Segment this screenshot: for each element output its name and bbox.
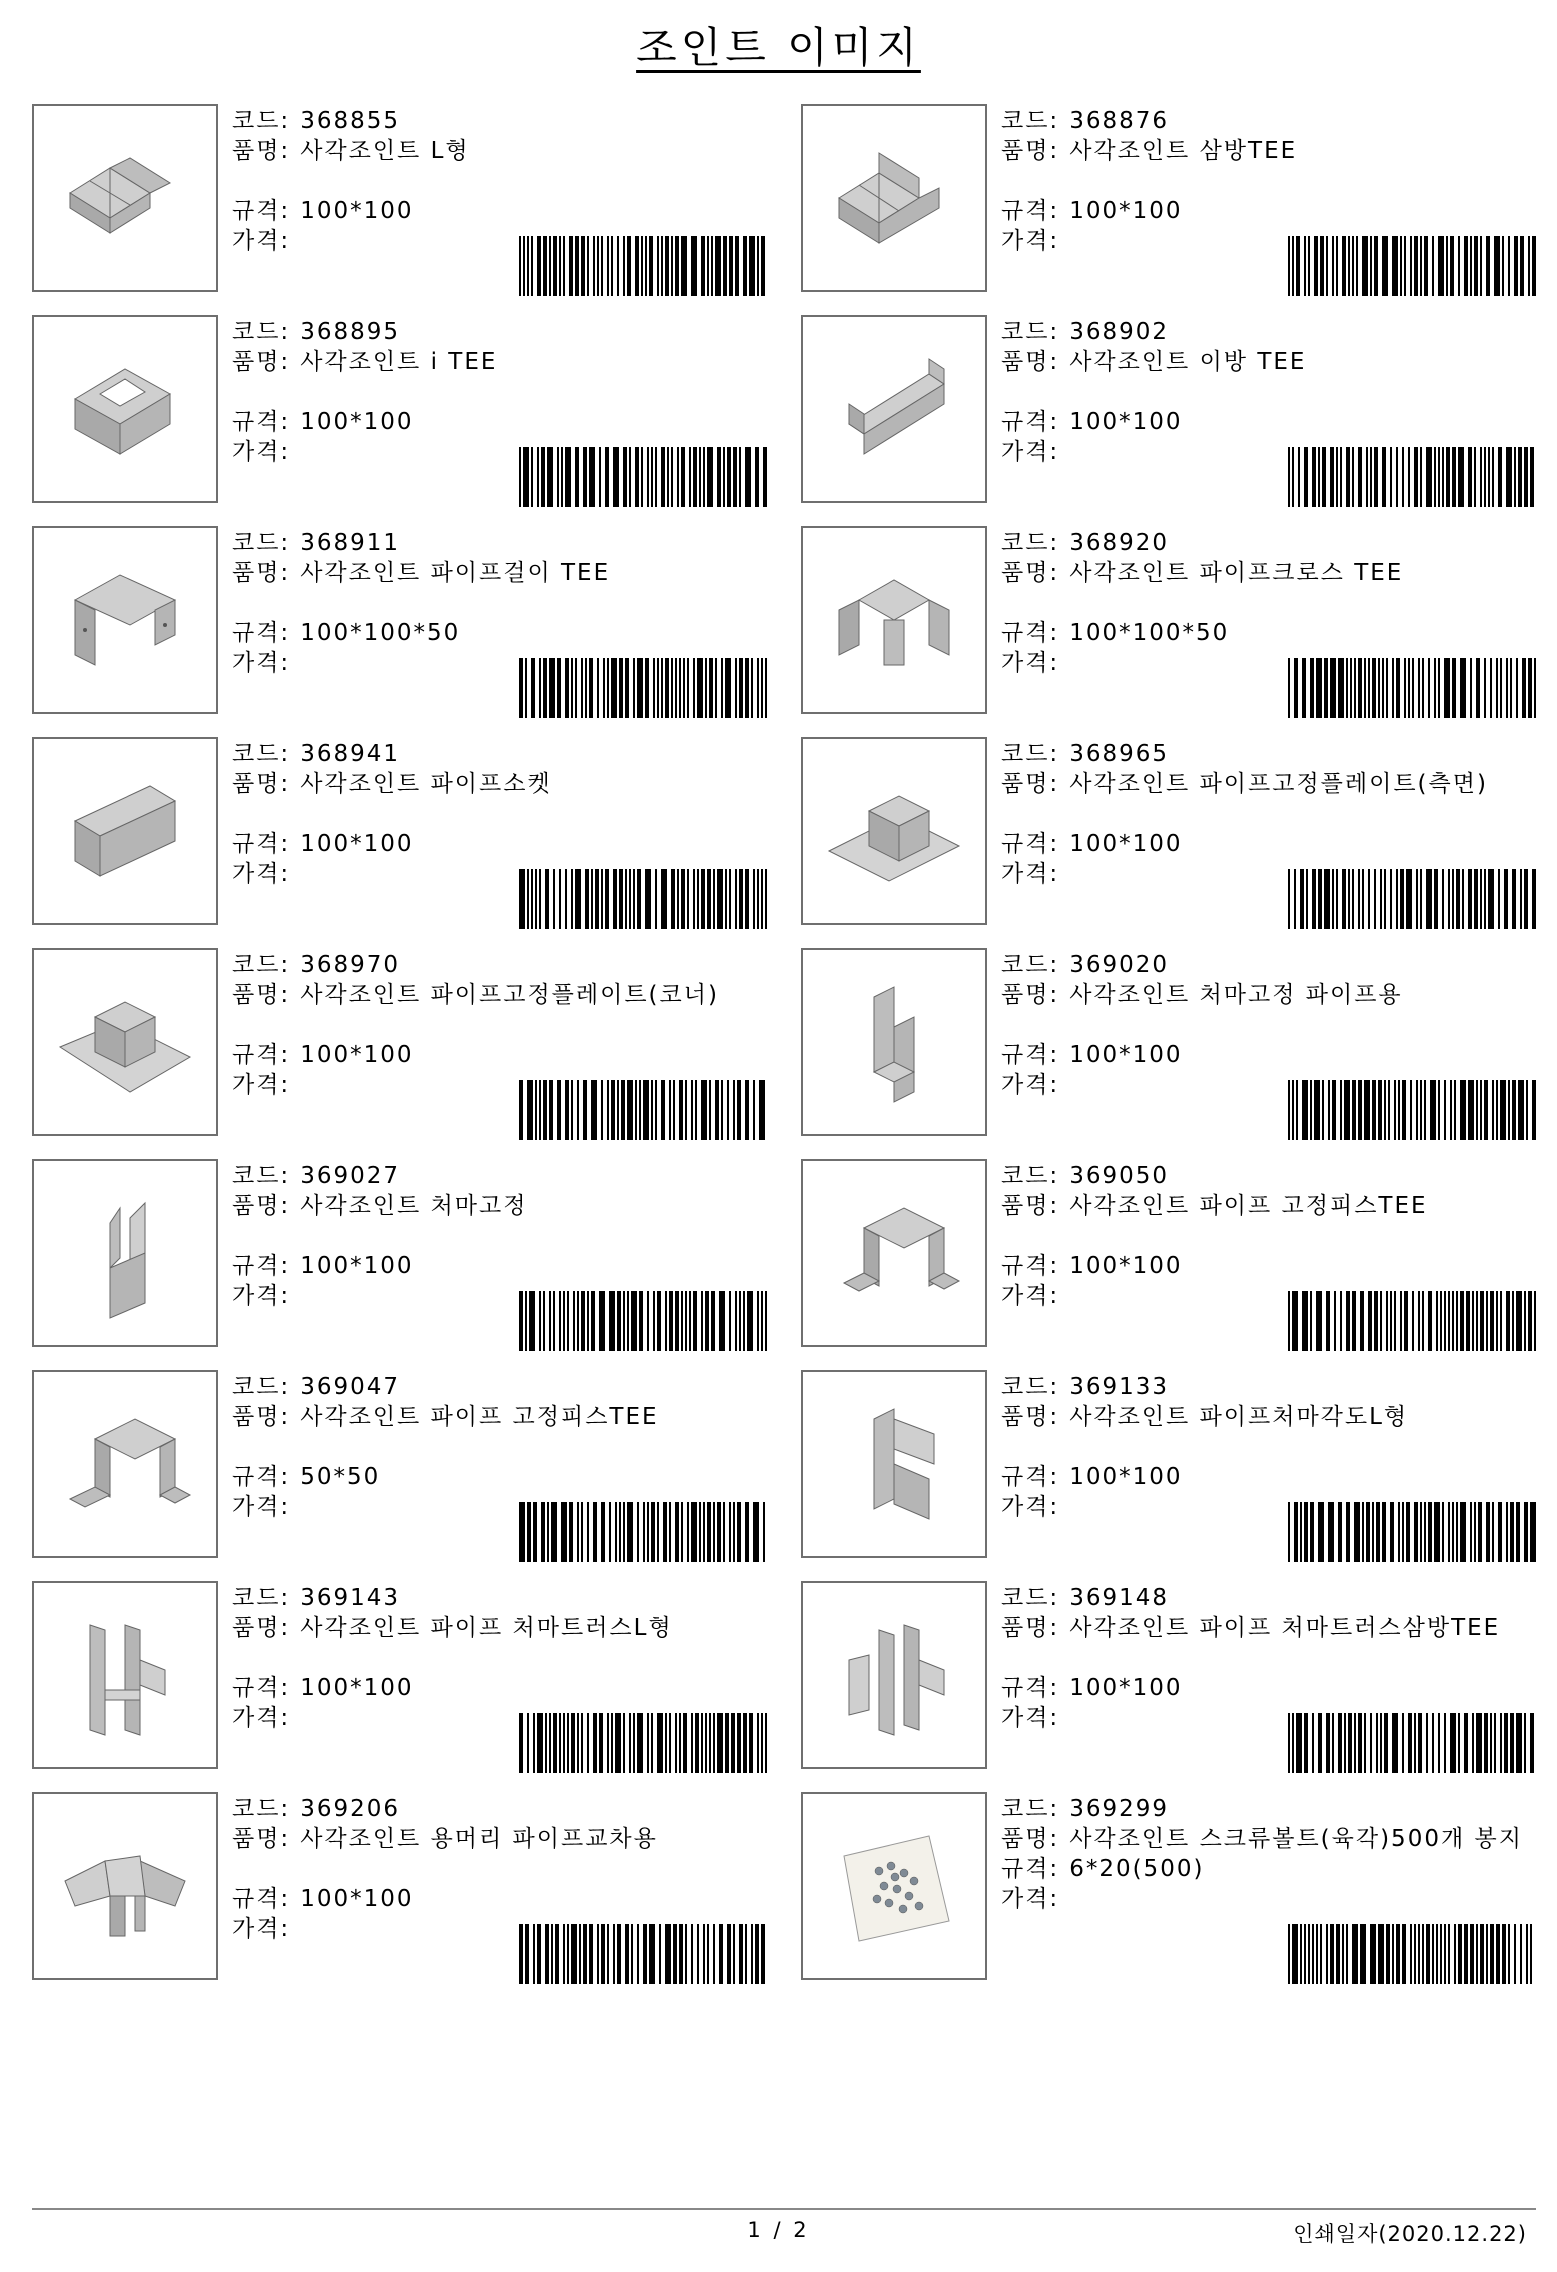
code-value: 369299 bbox=[1069, 1796, 1169, 1822]
joint-u-bracket-small-icon bbox=[50, 1389, 200, 1539]
price-label: 가격: bbox=[1001, 1494, 1060, 1520]
product-card bbox=[32, 1581, 769, 1773]
name-label: 품명: bbox=[232, 1404, 291, 1430]
name-value: 사각조인트 파이프소켓 bbox=[300, 771, 552, 797]
barcode-space bbox=[1532, 1924, 1536, 1984]
price-label: 가격: bbox=[232, 1494, 291, 1520]
joint-pipe-hanger-tee-icon bbox=[50, 545, 200, 695]
barcode bbox=[519, 869, 767, 929]
barcode bbox=[1288, 236, 1536, 296]
spec-label: 규격: bbox=[1001, 1856, 1060, 1882]
barcode bbox=[519, 1291, 767, 1351]
code-label: 코드: bbox=[1001, 1374, 1060, 1400]
product-card bbox=[801, 1159, 1538, 1351]
spec-value: 100*100 bbox=[1069, 1675, 1183, 1701]
barcode-bar bbox=[765, 869, 767, 929]
product-image bbox=[32, 315, 218, 503]
name-value: 사각조인트 삼방TEE bbox=[1069, 138, 1298, 164]
code-label: 코드: bbox=[232, 1796, 291, 1822]
barcode-space bbox=[765, 1502, 767, 1562]
code-label: 코드: bbox=[232, 1585, 291, 1611]
product-image bbox=[32, 948, 218, 1136]
code-value: 369133 bbox=[1069, 1374, 1169, 1400]
barcode-bar bbox=[1534, 1291, 1536, 1351]
spec-value: 100*100 bbox=[300, 409, 414, 435]
product-image bbox=[32, 1370, 218, 1558]
product-image bbox=[32, 1159, 218, 1347]
price-label: 가격: bbox=[232, 650, 291, 676]
price-label: 가격: bbox=[232, 228, 291, 254]
barcode bbox=[519, 1713, 767, 1773]
price-label: 가격: bbox=[1001, 228, 1060, 254]
spec-label: 규격: bbox=[1001, 198, 1060, 224]
product-card bbox=[32, 1370, 769, 1562]
barcode bbox=[519, 1080, 767, 1140]
product-image bbox=[32, 526, 218, 714]
code-value: 369206 bbox=[300, 1796, 400, 1822]
name-label: 품명: bbox=[1001, 1615, 1060, 1641]
name-label: 품명: bbox=[1001, 1193, 1060, 1219]
code-label: 코드: bbox=[1001, 1796, 1060, 1822]
barcode bbox=[519, 658, 767, 718]
name-value: 사각조인트 파이프크로스 TEE bbox=[1069, 560, 1404, 586]
spec-label: 규격: bbox=[232, 620, 291, 646]
spec-value: 100*100 bbox=[300, 198, 414, 224]
name-value: 사각조인트 스크류볼트(육각)500개 봉지 bbox=[1069, 1826, 1523, 1852]
product-grid bbox=[32, 104, 1538, 1984]
product-card bbox=[32, 526, 769, 718]
code-value: 369027 bbox=[300, 1163, 400, 1189]
price-label: 가격: bbox=[1001, 1705, 1060, 1731]
barcode bbox=[519, 1502, 767, 1562]
code-label: 코드: bbox=[1001, 952, 1060, 978]
barcode bbox=[519, 236, 767, 296]
spec-label: 규격: bbox=[232, 1675, 291, 1701]
code-value: 369148 bbox=[1069, 1585, 1169, 1611]
product-image bbox=[801, 737, 987, 925]
product-image bbox=[32, 737, 218, 925]
product-image bbox=[801, 1159, 987, 1347]
barcode bbox=[1288, 1713, 1536, 1773]
barcode bbox=[1288, 1502, 1536, 1562]
name-value: 사각조인트 파이프 고정피스TEE bbox=[300, 1404, 659, 1430]
price-label: 가격: bbox=[232, 1705, 291, 1731]
name-value: 사각조인트 i TEE bbox=[300, 349, 498, 375]
name-label: 품명: bbox=[1001, 1826, 1060, 1852]
product-card bbox=[32, 948, 769, 1140]
spec-value: 50*50 bbox=[300, 1464, 381, 1490]
barcode bbox=[519, 1924, 767, 1984]
spec-value: 100*100 bbox=[1069, 1464, 1183, 1490]
name-label: 품명: bbox=[1001, 1404, 1060, 1430]
joint-truss-l-icon bbox=[50, 1600, 200, 1750]
code-label: 코드: bbox=[1001, 319, 1060, 345]
name-label: 품명: bbox=[1001, 560, 1060, 586]
product-card bbox=[801, 104, 1538, 296]
code-label: 코드: bbox=[232, 1374, 291, 1400]
spec-label: 규격: bbox=[1001, 409, 1060, 435]
joint-three-way-tee-icon bbox=[819, 123, 969, 273]
product-card bbox=[801, 526, 1538, 718]
barcode-bar bbox=[1534, 658, 1536, 718]
name-label: 품명: bbox=[232, 349, 291, 375]
spec-value: 100*100 bbox=[1069, 831, 1183, 857]
spec-value: 6*20(500) bbox=[1069, 1856, 1205, 1882]
barcode bbox=[1288, 1080, 1536, 1140]
barcode bbox=[519, 447, 767, 507]
spec-label: 규격: bbox=[1001, 1253, 1060, 1279]
spec-label: 규격: bbox=[1001, 1464, 1060, 1490]
barcode-space bbox=[765, 1080, 767, 1140]
joint-ridge-cross-icon bbox=[50, 1811, 200, 1961]
code-label: 코드: bbox=[232, 952, 291, 978]
barcode-bar bbox=[1532, 1080, 1536, 1140]
code-value: 368970 bbox=[300, 952, 400, 978]
price-label: 가격: bbox=[232, 1072, 291, 1098]
product-image bbox=[801, 104, 987, 292]
name-label: 품명: bbox=[1001, 349, 1060, 375]
name-label: 품명: bbox=[232, 1193, 291, 1219]
name-label: 품명: bbox=[232, 560, 291, 586]
barcode bbox=[1288, 1924, 1536, 1984]
code-label: 코드: bbox=[1001, 1163, 1060, 1189]
price-label: 가격: bbox=[1001, 861, 1060, 887]
spec-value: 100*100 bbox=[300, 1253, 414, 1279]
code-label: 코드: bbox=[1001, 530, 1060, 556]
barcode-space bbox=[765, 236, 767, 296]
product-image bbox=[801, 526, 987, 714]
product-image bbox=[801, 1792, 987, 1980]
barcode-bar bbox=[765, 1291, 767, 1351]
spec-label: 규격: bbox=[1001, 1675, 1060, 1701]
barcode-bar bbox=[1530, 1502, 1536, 1562]
joint-base-plate-side-icon bbox=[819, 756, 969, 906]
code-label: 코드: bbox=[232, 741, 291, 767]
page-number: 1 / 2 bbox=[747, 2218, 810, 2242]
joint-two-way-tee-icon bbox=[819, 334, 969, 484]
joint-u-bracket-icon bbox=[819, 1178, 969, 1328]
code-value: 368911 bbox=[300, 530, 400, 556]
product-card bbox=[801, 1792, 1538, 1984]
code-value: 368920 bbox=[1069, 530, 1169, 556]
price-label: 가격: bbox=[1001, 1283, 1060, 1309]
barcode-bar bbox=[1532, 869, 1536, 929]
name-label: 품명: bbox=[232, 1615, 291, 1641]
name-value: 사각조인트 파이프 고정피스TEE bbox=[1069, 1193, 1428, 1219]
barcode bbox=[1288, 869, 1536, 929]
price-label: 가격: bbox=[1001, 1072, 1060, 1098]
barcode-bar bbox=[765, 658, 767, 718]
spec-label: 규격: bbox=[232, 1464, 291, 1490]
name-value: 사각조인트 처마고정 bbox=[300, 1193, 528, 1219]
name-label: 품명: bbox=[232, 982, 291, 1008]
spec-label: 규격: bbox=[232, 409, 291, 435]
joint-l-shape-icon bbox=[50, 123, 200, 273]
spec-value: 100*100*50 bbox=[1069, 620, 1230, 646]
spec-value: 100*100 bbox=[1069, 1253, 1183, 1279]
name-value: 사각조인트 L형 bbox=[300, 138, 470, 164]
joint-eave-icon bbox=[50, 1178, 200, 1328]
screw-bolt-bag-icon bbox=[819, 1811, 969, 1961]
code-label: 코드: bbox=[232, 108, 291, 134]
product-card bbox=[801, 948, 1538, 1140]
name-value: 사각조인트 파이프고정플레이트(코너) bbox=[300, 982, 719, 1008]
joint-eave-pipe-icon bbox=[819, 967, 969, 1117]
spec-label: 규격: bbox=[232, 831, 291, 857]
name-label: 품명: bbox=[1001, 982, 1060, 1008]
price-label: 가격: bbox=[232, 861, 291, 887]
price-label: 가격: bbox=[232, 1283, 291, 1309]
product-image bbox=[32, 1792, 218, 1980]
spec-value: 100*100*50 bbox=[300, 620, 461, 646]
barcode bbox=[1288, 658, 1536, 718]
code-label: 코드: bbox=[232, 319, 291, 345]
product-card bbox=[32, 737, 769, 929]
code-value: 368941 bbox=[300, 741, 400, 767]
name-label: 품명: bbox=[232, 1826, 291, 1852]
spec-value: 100*100 bbox=[300, 1675, 414, 1701]
price-label: 가격: bbox=[232, 1916, 291, 1942]
name-value: 사각조인트 이방 TEE bbox=[1069, 349, 1307, 375]
spec-value: 100*100 bbox=[1069, 409, 1183, 435]
spec-label: 규격: bbox=[232, 198, 291, 224]
barcode-bar bbox=[1532, 236, 1536, 296]
code-label: 코드: bbox=[232, 1163, 291, 1189]
spec-value: 100*100 bbox=[1069, 198, 1183, 224]
code-value: 368902 bbox=[1069, 319, 1169, 345]
name-value: 사각조인트 파이프 처마트러스L형 bbox=[300, 1615, 673, 1641]
name-label: 품명: bbox=[232, 138, 291, 164]
page-title-text: 조인트 이미지 bbox=[636, 23, 921, 72]
name-label: 품명: bbox=[1001, 138, 1060, 164]
code-value: 369047 bbox=[300, 1374, 400, 1400]
product-card bbox=[801, 1370, 1538, 1562]
name-value: 사각조인트 처마고정 파이프용 bbox=[1069, 982, 1403, 1008]
code-label: 코드: bbox=[1001, 741, 1060, 767]
name-value: 사각조인트 용머리 파이프교차용 bbox=[300, 1826, 658, 1852]
spec-value: 100*100 bbox=[300, 831, 414, 857]
code-value: 368855 bbox=[300, 108, 400, 134]
barcode-space bbox=[765, 1924, 767, 1984]
name-label: 품명: bbox=[232, 771, 291, 797]
joint-i-tee-icon bbox=[50, 334, 200, 484]
price-label: 가격: bbox=[1001, 1886, 1060, 1912]
price-label: 가격: bbox=[1001, 439, 1060, 465]
price-label: 가격: bbox=[232, 439, 291, 465]
footer-divider bbox=[32, 2208, 1536, 2210]
product-card bbox=[801, 1581, 1538, 1773]
product-card bbox=[32, 1159, 769, 1351]
product-card bbox=[801, 315, 1538, 507]
spec-value: 100*100 bbox=[1069, 1042, 1183, 1068]
product-image bbox=[32, 104, 218, 292]
code-value: 369020 bbox=[1069, 952, 1169, 978]
joint-truss-three-way-icon bbox=[819, 1600, 969, 1750]
barcode bbox=[1288, 1291, 1536, 1351]
spec-label: 규격: bbox=[1001, 831, 1060, 857]
barcode-bar bbox=[763, 447, 767, 507]
barcode-space bbox=[1534, 447, 1536, 507]
joint-base-plate-corner-icon bbox=[50, 967, 200, 1117]
spec-label: 규격: bbox=[1001, 620, 1060, 646]
name-value: 사각조인트 파이프걸이 TEE bbox=[300, 560, 611, 586]
barcode-space bbox=[1534, 1713, 1536, 1773]
code-value: 368876 bbox=[1069, 108, 1169, 134]
code-label: 코드: bbox=[232, 530, 291, 556]
product-card bbox=[32, 1792, 769, 1984]
spec-label: 규격: bbox=[1001, 1042, 1060, 1068]
joint-eave-angle-l-icon bbox=[819, 1389, 969, 1539]
product-image bbox=[801, 315, 987, 503]
joint-pipe-cross-tee-icon bbox=[819, 545, 969, 695]
product-card bbox=[32, 104, 769, 296]
print-date: 인쇄일자(2020.12.22) bbox=[1293, 2222, 1527, 2246]
product-card bbox=[801, 737, 1538, 929]
barcode bbox=[1288, 447, 1536, 507]
barcode-bar bbox=[765, 1713, 767, 1773]
name-value: 사각조인트 파이프고정플레이트(측면) bbox=[1069, 771, 1488, 797]
joint-pipe-socket-icon bbox=[50, 756, 200, 906]
spec-label: 규격: bbox=[232, 1886, 291, 1912]
code-value: 368965 bbox=[1069, 741, 1169, 767]
code-label: 코드: bbox=[1001, 108, 1060, 134]
code-value: 369050 bbox=[1069, 1163, 1169, 1189]
spec-value: 100*100 bbox=[300, 1042, 414, 1068]
page-title bbox=[0, 18, 1557, 78]
spec-label: 규격: bbox=[232, 1042, 291, 1068]
name-value: 사각조인트 파이프처마각도L형 bbox=[1069, 1404, 1409, 1430]
code-label: 코드: bbox=[1001, 1585, 1060, 1611]
product-image bbox=[801, 1370, 987, 1558]
code-value: 368895 bbox=[300, 319, 400, 345]
name-label: 품명: bbox=[1001, 771, 1060, 797]
spec-value: 100*100 bbox=[300, 1886, 414, 1912]
name-value: 사각조인트 파이프 처마트러스삼방TEE bbox=[1069, 1615, 1501, 1641]
product-image bbox=[801, 1581, 987, 1769]
product-image bbox=[801, 948, 987, 1136]
product-image bbox=[32, 1581, 218, 1769]
code-value: 369143 bbox=[300, 1585, 400, 1611]
price-label: 가격: bbox=[1001, 650, 1060, 676]
spec-label: 규격: bbox=[232, 1253, 291, 1279]
product-card bbox=[32, 315, 769, 507]
